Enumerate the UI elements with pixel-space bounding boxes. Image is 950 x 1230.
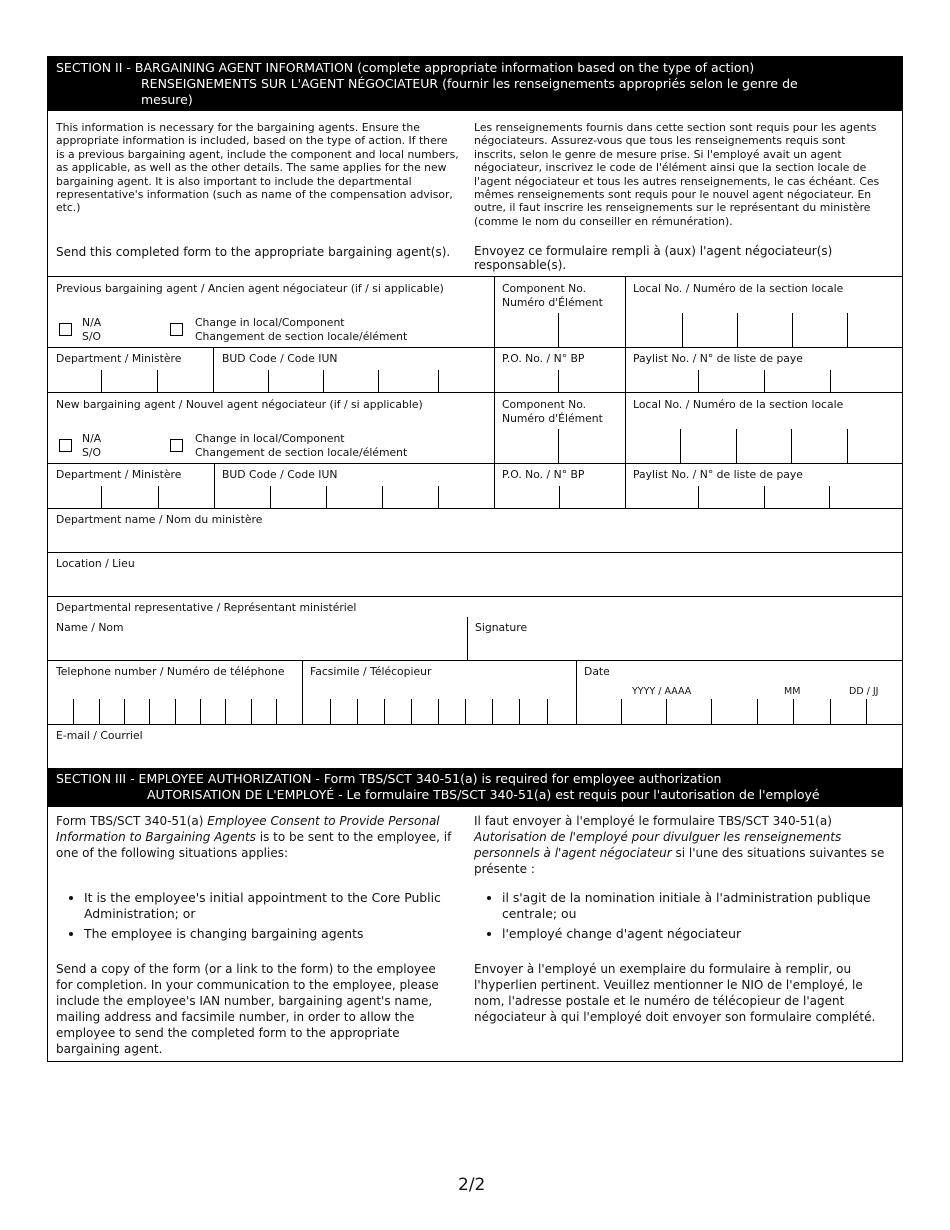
new-na-checkbox[interactable] [59,439,72,452]
component-label-en: Component No. [502,398,587,411]
page-number: 2/2 [458,1175,486,1195]
form-pre-fr: Il faut envoyer à l'employé le formulaire TBS/SCT 340-51(a) [474,814,832,828]
name-input[interactable] [49,635,465,659]
section3-body [47,807,903,1062]
na-fr: S/O [82,330,101,343]
department-label: Department / Ministère [56,352,182,365]
section2-header-fr: RENSEIGNEMENTS SUR L'AGENT NÉGOCIATEUR (fournir les renseignements appropriés selon le genre de [141,76,798,91]
section3-form-en [56,813,456,861]
section2-header-fr-2: mesure) [141,92,193,107]
signature-input[interactable] [469,635,901,659]
new-change-checkbox[interactable] [170,439,183,452]
previous-dept-row [47,347,903,393]
section2-header [47,56,903,111]
form-title-en: Employee Consent to Provide Personal Information to Bargaining Agents [56,814,440,844]
previous-change-checkbox[interactable] [170,323,183,336]
po-label: P.O. No. / N° BP [502,352,585,365]
bud-label: BUD Code / Code IUN [222,468,338,481]
department-label: Department / Ministère [56,468,182,481]
send-fr: Envoyez ce formulaire rempli à (aux) l'agent négociateur(s) responsable(s). [474,244,833,272]
dd-label: DD / JJ [849,686,879,697]
section2-header-en: SECTION II - BARGAINING AGENT INFORMATION (complete appropriate information based on the type of action) [56,60,755,75]
form-title-fr: Autorisation de l'employé pour divulguer les renseignements personnels à l'agent négociateur [474,830,842,860]
location-field[interactable] [47,552,903,597]
email-label: E-mail / Courriel [56,729,143,742]
component-label-fr: Numéro d'Élément [502,296,603,309]
fax-label: Facsimile / Télécopieur [310,665,432,678]
bullets-fr [466,890,896,946]
department-name-label: Department name / Nom du ministère [56,513,263,526]
section3-header-en: SECTION III - EMPLOYEE AUTHORIZATION - Form TBS/SCT 340-51(a) is required for employee authorization [56,771,722,786]
section3-form-fr [474,813,898,877]
list-item: • il s'agit de la nomination initiale à l'administration publique centrale; ou [502,890,896,922]
list-item: • l'employé change d'agent négociateur [502,926,896,942]
previous-na-checkbox[interactable] [59,323,72,336]
location-label: Location / Lieu [56,557,135,570]
signature-label: Signature [475,621,528,634]
form-post-fr: si l'une des situations suivantes se présente : [474,846,885,876]
form-post-en: is to be sent to the employee, if one of the following situations applies: [56,830,452,860]
previous-agent-row [47,276,903,348]
new-dept-row [47,463,903,509]
local-label: Local No. / Numéro de la section locale [633,282,844,295]
email-field[interactable] [47,724,903,769]
po-label: P.O. No. / N° BP [502,468,585,481]
telephone-label: Telephone number / Numéro de téléphone [56,665,285,678]
departmental-representative [47,596,903,661]
section3-send-fr: Envoyer à l'employé un exemplaire du formulaire à remplir, ou l'hyperlien pertinent. Veuillez mentionner le NIO de l'employé, le nom, l'adresse postale et le numéro de télécopieur de l'agent négociateur à qui l'employé doit envoyer son formulaire complété. [474,962,876,1024]
contact-row [47,660,903,725]
component-label-fr: Numéro d'Élément [502,412,603,425]
change-fr: Changement de section locale/élément [195,330,408,343]
list-item: • It is the employee's initial appointment to the Core Public Administration; or [84,890,468,922]
component-label-en: Component No. [502,282,587,295]
change-en: Change in local/Component [195,432,345,445]
change-en: Change in local/Component [195,316,345,329]
section3-header [47,768,903,807]
section3-header-fr: AUTORISATION DE L'EMPLOYÉ - Le formulaire TBS/SCT 340-51(a) est requis pour l'autorisation de l'employé [147,787,820,802]
paylist-label: Paylist No. / N° de liste de paye [633,352,803,365]
name-label: Name / Nom [56,621,124,634]
new-agent-label: New bargaining agent / Nouvel agent négociateur (if / si applicable) [56,398,423,411]
bud-label: BUD Code / Code IUN [222,352,338,365]
yyyy-label: YYYY / AAAA [632,686,692,697]
change-fr: Changement de section locale/élément [195,446,408,459]
department-name-field[interactable] [47,508,903,553]
section2-intro [47,111,903,277]
na-en: N/A [82,316,102,329]
dept-rep-label: Departmental representative / Représentant ministériel [56,601,357,614]
mm-label: MM [784,686,801,697]
list-item: • The employee is changing bargaining agents [84,926,468,942]
previous-agent-label: Previous bargaining agent / Ancien agent négociateur (if / si applicable) [56,282,444,295]
na-en: N/A [82,432,102,445]
form-pre-en: Form TBS/SCT 340-51(a) [56,814,208,828]
section3-send-en: Send a copy of the form (or a link to the form) to the employee for completion. In your communication to the employee, please include the employee's IAN number, bargaining agent's name, mailing address and facsimile number, in order to allow the employee to send the completed form to the appropriate bargaining agent. [56,962,439,1056]
paylist-label: Paylist No. / N° de liste de paye [633,468,803,481]
na-fr: S/O [82,446,101,459]
new-agent-row [47,392,903,464]
bullets-en [48,890,468,946]
date-label: Date [584,665,610,678]
local-label: Local No. / Numéro de la section locale [633,398,844,411]
intro-fr: Les renseignements fournis dans cette section sont requis pour les agents négociateurs. Assurez-vous que tous les renseignements requis sont inscrits, selon le genre de mesure prise. Si l'employé avait un agent négociateur, inscrivez le code de l'élément ainsi que la section locale de l'agent négociateur et tous les autres renseignements, le cas échéant. Ces mêmes renseignements sont requis pour le nouvel agent négociateur. En outre, il faut inscrire les renseignements sur le représentant du ministère (comme le nom du conseiller en rémunération). [474,121,880,228]
send-en: Send this completed form to the appropriate bargaining agent(s). [56,245,451,259]
intro-en: This information is necessary for the bargaining agents. Ensure the appropriate information is included, based on the type of action. If there is a previous bargaining agent, include the component and local numbers, as applicable, as well as the other details. The same applies for the new bargaining agent. It is also important to include the departmental representative's information (such as name of the compensation advisor, etc.) [56,121,459,215]
